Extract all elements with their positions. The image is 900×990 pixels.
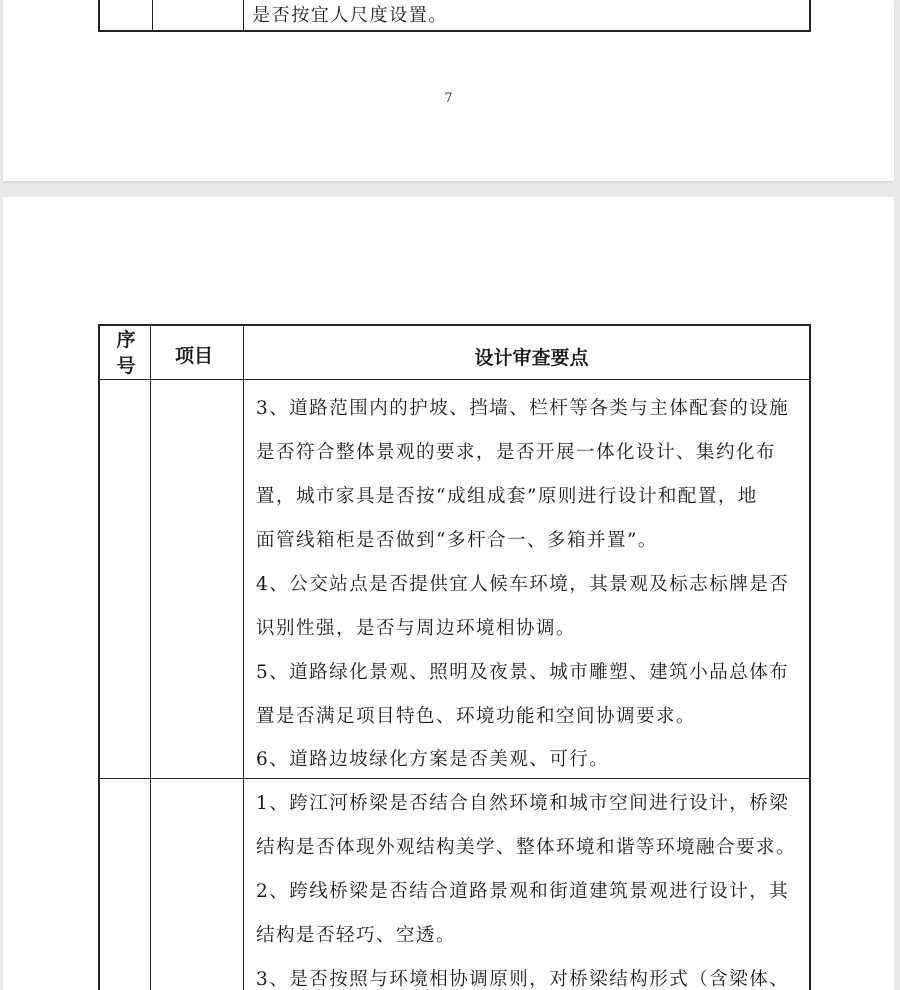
table-text-line: 4、公交站点是否提供宜人候车环境，其景观及标志标牌是否: [256, 574, 790, 595]
table-cell-text: 是否按宜人尺度设置。: [252, 5, 448, 26]
column-divider: [243, 326, 244, 990]
previous-table-tail: [98, 0, 811, 32]
table-text-line: 结构是否轻巧、空透。: [256, 925, 457, 946]
column-divider: [150, 326, 151, 990]
table-text-line: 置是否满足项目特色、环境功能和空间协调要求。: [256, 706, 697, 727]
current-page: [3, 197, 894, 990]
header-seq: [100, 327, 152, 379]
table-text-line: 1、跨江河桥梁是否结合自然环境和城市空间进行设计，桥梁: [256, 793, 790, 814]
table-text-line: 3、是否按照与环境相协调原则，对桥梁结构形式（含梁体、: [256, 969, 790, 990]
table-text-line: 2、跨线桥梁是否结合道路景观和街道建筑景观进行设计，其: [256, 881, 790, 902]
column-divider: [152, 0, 153, 30]
page-number: 7: [444, 91, 453, 106]
column-divider: [243, 0, 244, 30]
table-text-line: 6、道路边坡绿化方案是否美观、可行。: [256, 749, 610, 770]
header-divider: [100, 379, 809, 380]
header-item: 项目: [175, 345, 214, 367]
table-text-line: 是否符合整体景观的要求，是否开展一体化设计、集约化布: [256, 442, 777, 463]
previous-page: [3, 0, 894, 181]
table-text-line: 结构是否体现外观结构美学、整体环境和谐等环境融合要求。: [256, 837, 797, 858]
header-seq-char: 号: [116, 355, 136, 377]
table-text-line: 3、道路范围内的护坡、挡墙、栏杆等各类与主体配套的设施: [256, 398, 790, 419]
header-seq-char: 序: [116, 329, 136, 351]
header-design-points: 设计审查要点: [474, 347, 589, 369]
table-text-line: 5、道路绿化景观、照明及夜景、城市雕塑、建筑小品总体布: [256, 662, 790, 683]
table-text-line: 面管线箱柜是否做到“多杆合一、多箱并置”。: [256, 530, 658, 551]
table-text-line: 置，城市家具是否按“成组成套”原则进行设计和配置，地: [256, 486, 758, 507]
table-text-line: 识别性强，是否与周边环境相协调。: [256, 618, 577, 639]
row-divider: [100, 778, 809, 779]
